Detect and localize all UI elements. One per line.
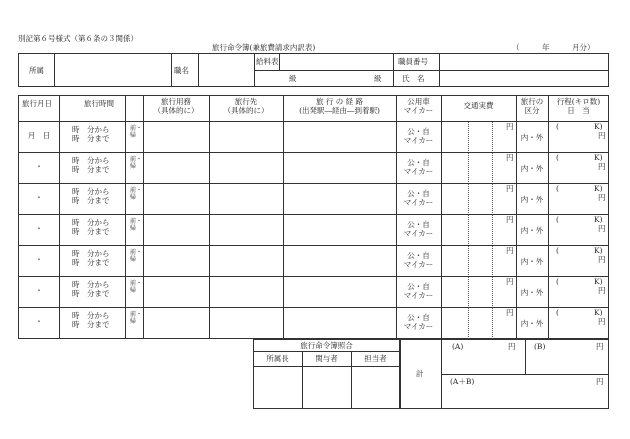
row-vehicle-sub: マイカー — [403, 291, 434, 300]
month-field[interactable]: （ 年 月分） — [512, 43, 595, 52]
col-vehicle: 公用車 — [407, 97, 430, 106]
row-km-close[interactable]: K) — [594, 308, 603, 317]
row-route-field[interactable] — [284, 246, 395, 276]
col-distance-sub: 日 当 — [567, 106, 590, 115]
row-ampm[interactable]: 前・帰 — [130, 249, 143, 263]
row-allowance-yen[interactable]: 円 — [598, 317, 606, 326]
row-allowance-yen[interactable]: 円 — [598, 162, 606, 171]
grade-label: 級 — [289, 74, 297, 83]
row-km-open: ( — [556, 122, 559, 131]
row-time-from[interactable]: 時 分から — [72, 187, 110, 196]
collation-title: 旅行命令簿照合 — [300, 341, 353, 350]
row-km-close[interactable]: K) — [594, 246, 603, 255]
affiliation-field[interactable] — [55, 54, 170, 86]
row-time-to[interactable]: 時 分まで — [72, 227, 110, 236]
row-destination-field[interactable] — [210, 122, 282, 152]
col-time: 旅行時間 — [84, 99, 114, 108]
row-purpose-field[interactable] — [144, 215, 208, 245]
row-km-open: ( — [556, 277, 559, 286]
row-date[interactable]: 月 日 — [27, 131, 51, 140]
row-destination-field[interactable] — [210, 153, 282, 183]
row-division[interactable]: 内・外 — [520, 319, 544, 328]
row-route-field[interactable] — [284, 153, 395, 183]
total-b-label: (B) — [534, 342, 546, 351]
row-km-close[interactable]: K) — [594, 277, 603, 286]
row-time-to[interactable]: 時 分まで — [72, 196, 110, 205]
row-time-to[interactable]: 時 分まで — [72, 134, 110, 143]
row-fare-yen: 円 — [506, 122, 514, 131]
row-date[interactable]: ・ — [35, 224, 43, 233]
total-a-label: (A) — [452, 342, 464, 351]
row-route-field[interactable] — [284, 184, 395, 214]
row-route-field[interactable] — [284, 215, 395, 245]
row-date[interactable]: ・ — [35, 162, 43, 171]
row-vehicle-sub: マイカー — [403, 167, 434, 176]
row-time-from[interactable]: 時 分から — [72, 280, 110, 289]
row-route-field[interactable] — [284, 277, 395, 307]
grade-label-2: 級 — [374, 74, 382, 83]
row-ampm[interactable]: 前・帰 — [130, 125, 143, 139]
name-label: 氏 名 — [402, 74, 425, 83]
row-km-open: ( — [556, 215, 559, 224]
row-allowance-yen[interactable]: 円 — [598, 286, 606, 295]
collation-involved: 関与者 — [315, 354, 338, 363]
row-vehicle[interactable]: 公・自 — [407, 282, 430, 291]
row-division[interactable]: 内・外 — [520, 257, 544, 266]
row-time-from[interactable]: 時 分から — [72, 156, 110, 165]
row-destination-field[interactable] — [210, 184, 282, 214]
row-division[interactable]: 内・外 — [520, 195, 544, 204]
row-vehicle[interactable]: 公・自 — [407, 189, 430, 198]
row-fare-yen: 円 — [506, 215, 514, 224]
row-km-open: ( — [556, 184, 559, 193]
col-purpose-sub: （具体的に） — [153, 106, 199, 115]
row-purpose-field[interactable] — [144, 246, 208, 276]
row-fare-yen: 円 — [506, 308, 514, 317]
col-vehicle-sub: マイカー — [403, 106, 434, 115]
row-fare-yen: 円 — [506, 277, 514, 286]
position-label: 職名 — [174, 66, 189, 75]
row-vehicle-sub: マイカー — [403, 136, 434, 145]
name-field[interactable] — [440, 71, 608, 86]
row-time-from[interactable]: 時 分から — [72, 125, 110, 134]
row-destination-field[interactable] — [210, 246, 282, 276]
row-date[interactable]: ・ — [35, 286, 43, 295]
row-vehicle[interactable]: 公・自 — [407, 127, 430, 136]
row-km-close[interactable]: K) — [594, 184, 603, 193]
row-ampm[interactable]: 前・帰 — [130, 187, 143, 201]
row-purpose-field[interactable] — [144, 308, 208, 338]
row-ampm[interactable]: 前・帰 — [130, 156, 143, 170]
row-time-to[interactable]: 時 分まで — [72, 320, 110, 329]
row-division[interactable]: 内・外 — [520, 288, 544, 297]
row-time-from[interactable]: 時 分から — [72, 311, 110, 320]
row-vehicle[interactable]: 公・自 — [407, 313, 430, 322]
affiliation-label: 所属 — [29, 66, 44, 75]
row-destination-field[interactable] — [210, 277, 282, 307]
row-km-close[interactable]: K) — [594, 122, 603, 131]
salary-table-label: 給料表 — [256, 57, 279, 66]
row-route-field[interactable] — [284, 122, 395, 152]
row-fare-yen: 円 — [506, 184, 514, 193]
row-fare-yen: 円 — [506, 246, 514, 255]
row-purpose-field[interactable] — [144, 122, 208, 152]
col-purpose: 旅行用務 — [161, 97, 191, 106]
salary-table-field[interactable] — [280, 54, 392, 69]
row-ampm[interactable]: 前・帰 — [130, 218, 143, 232]
row-division[interactable]: 内・外 — [520, 133, 544, 142]
staff-number-field[interactable] — [440, 54, 608, 69]
row-destination-field[interactable] — [210, 308, 282, 338]
row-route-field[interactable] — [284, 308, 395, 338]
stamp-head-field[interactable] — [254, 367, 301, 408]
col-destination: 旅行先 — [234, 97, 258, 106]
row-vehicle-sub: マイカー — [403, 229, 434, 238]
col-fare: 交通実費 — [463, 101, 494, 110]
row-date[interactable]: ・ — [35, 317, 43, 326]
col-destination-sub: （具体的に） — [223, 106, 269, 115]
row-purpose-field[interactable] — [144, 153, 208, 183]
row-km-close[interactable]: K) — [594, 153, 603, 162]
total-ab-yen: 円 — [596, 377, 604, 386]
row-vehicle-sub: マイカー — [403, 198, 434, 207]
form-title: 旅行命令簿(兼旅費請求内訳表) — [212, 43, 316, 52]
row-destination-field[interactable] — [210, 215, 282, 245]
col-date: 旅行月日 — [22, 99, 52, 108]
collation-staff: 担当者 — [364, 354, 387, 363]
col-division-sub: 区分 — [524, 106, 540, 115]
total-ab-label: (A＋B) — [450, 377, 475, 386]
row-allowance-yen[interactable]: 円 — [598, 224, 606, 233]
col-division: 旅行の — [520, 97, 544, 106]
stamp-staff-field[interactable] — [352, 367, 399, 408]
row-allowance-yen[interactable]: 円 — [598, 193, 606, 202]
col-route: 旅 行 の 経 路 — [315, 97, 364, 106]
row-date[interactable]: ・ — [35, 255, 43, 264]
row-time-from[interactable]: 時 分から — [72, 249, 110, 258]
row-vehicle[interactable]: 公・自 — [407, 220, 430, 229]
total-b-yen: 円 — [596, 342, 604, 351]
col-route-sub: (出発駅―経由―到着駅) — [299, 106, 380, 115]
row-vehicle-sub: マイカー — [403, 260, 434, 269]
row-division[interactable]: 内・外 — [520, 164, 544, 173]
total-label: 計 — [416, 369, 424, 378]
row-division[interactable]: 内・外 — [520, 226, 544, 235]
row-km-close[interactable]: K) — [594, 215, 603, 224]
row-km-open: ( — [556, 153, 559, 162]
stamp-involved-field[interactable] — [303, 367, 350, 408]
row-fare-yen: 円 — [506, 153, 514, 162]
row-vehicle[interactable]: 公・自 — [407, 158, 430, 167]
row-purpose-field[interactable] — [144, 184, 208, 214]
row-ampm[interactable]: 前・帰 — [130, 311, 143, 325]
collation-head: 所属長 — [266, 354, 289, 363]
row-ampm[interactable]: 前・帰 — [130, 280, 143, 294]
row-date[interactable]: ・ — [35, 193, 43, 202]
row-allowance-yen[interactable]: 円 — [598, 131, 606, 140]
position-field[interactable] — [199, 54, 253, 86]
staff-number-label: 職員番号 — [398, 57, 428, 66]
row-km-open: ( — [556, 308, 559, 317]
row-vehicle[interactable]: 公・自 — [407, 251, 430, 260]
row-time-to[interactable]: 時 分まで — [72, 258, 110, 267]
total-a-yen: 円 — [508, 342, 516, 351]
row-time-from[interactable]: 時 分から — [72, 218, 110, 227]
col-distance: 行程(キロ数) — [556, 97, 601, 106]
form-id: 別記第６号様式（第６条の３関係） — [18, 34, 138, 43]
row-km-open: ( — [556, 246, 559, 255]
row-allowance-yen[interactable]: 円 — [598, 255, 606, 264]
row-purpose-field[interactable] — [144, 277, 208, 307]
row-vehicle-sub: マイカー — [403, 322, 434, 331]
row-time-to[interactable]: 時 分まで — [72, 289, 110, 298]
row-time-to[interactable]: 時 分まで — [72, 165, 110, 174]
